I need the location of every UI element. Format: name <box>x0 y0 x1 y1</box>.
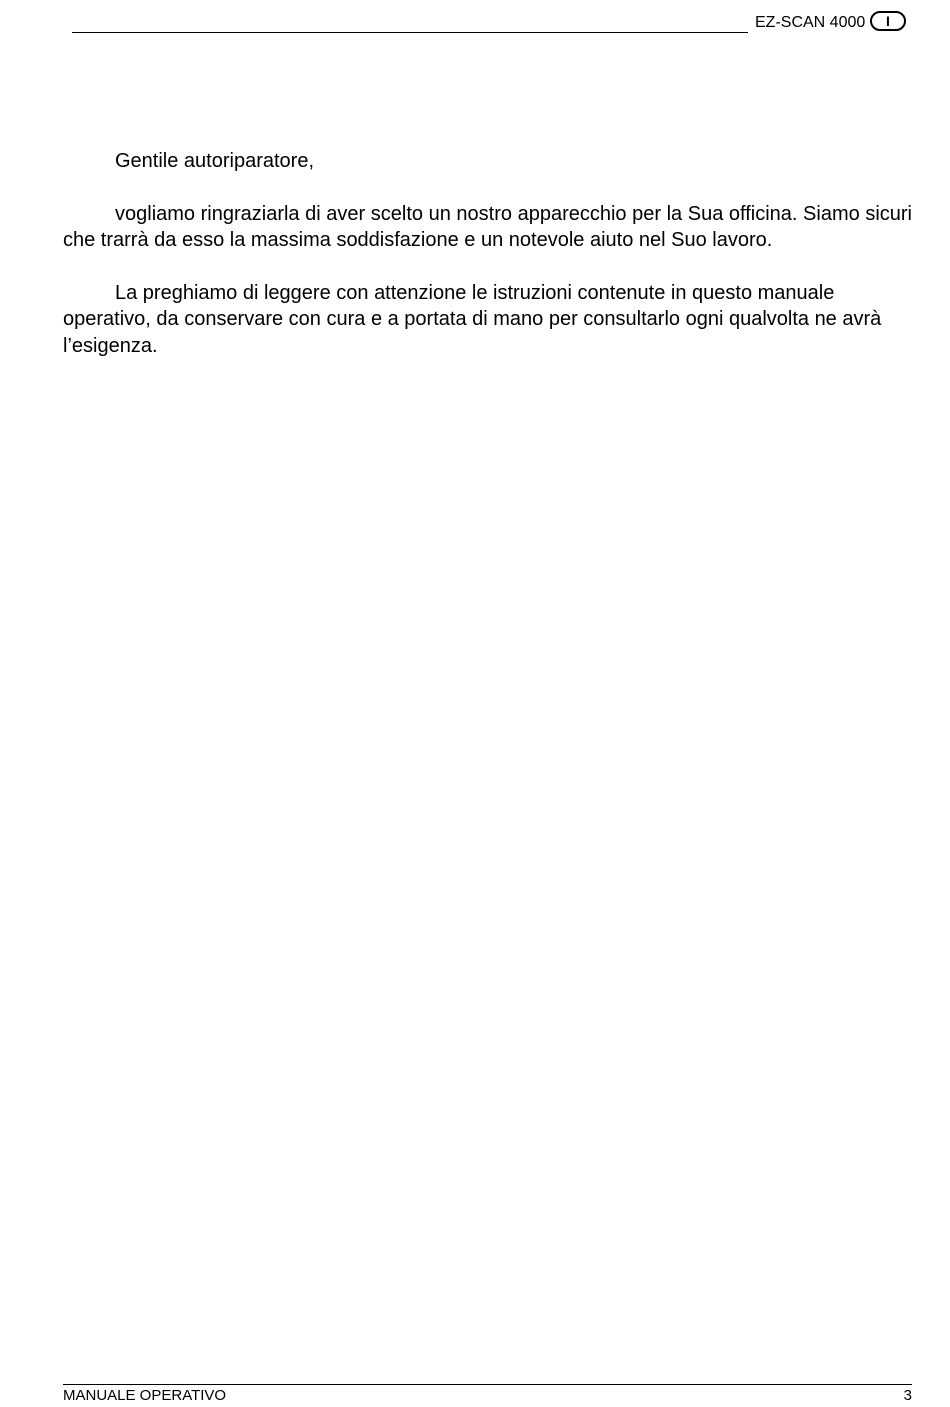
paragraph-thanks: vogliamo ringraziarla di aver scelto un nostro apparecchio per la Sua officina. Siamo sicuri che trarrà da esso la massima soddisfazione e un notevole aiuto nel Suo lavoro. <box>63 202 912 251</box>
paragraph-instructions: La preghiamo di leggere con attenzione le istruzioni contenute in questo manuale operativo, da conservare con cura e a portata di mano per consultarlo ogni qualvolta ne avrà l’esigenza. <box>63 281 882 357</box>
page-header <box>72 10 912 36</box>
language-badge: I <box>870 11 906 31</box>
salutation: Gentile autoriparatore, <box>115 150 315 172</box>
page-footer <box>63 1384 912 1407</box>
header-rule <box>72 32 748 33</box>
footer-label: MANUALE OPERATIVO <box>63 1387 227 1404</box>
page-number: 3 <box>903 1387 912 1404</box>
letter-body <box>63 148 912 385</box>
header-title: EZ-SCAN 4000 <box>755 14 866 31</box>
